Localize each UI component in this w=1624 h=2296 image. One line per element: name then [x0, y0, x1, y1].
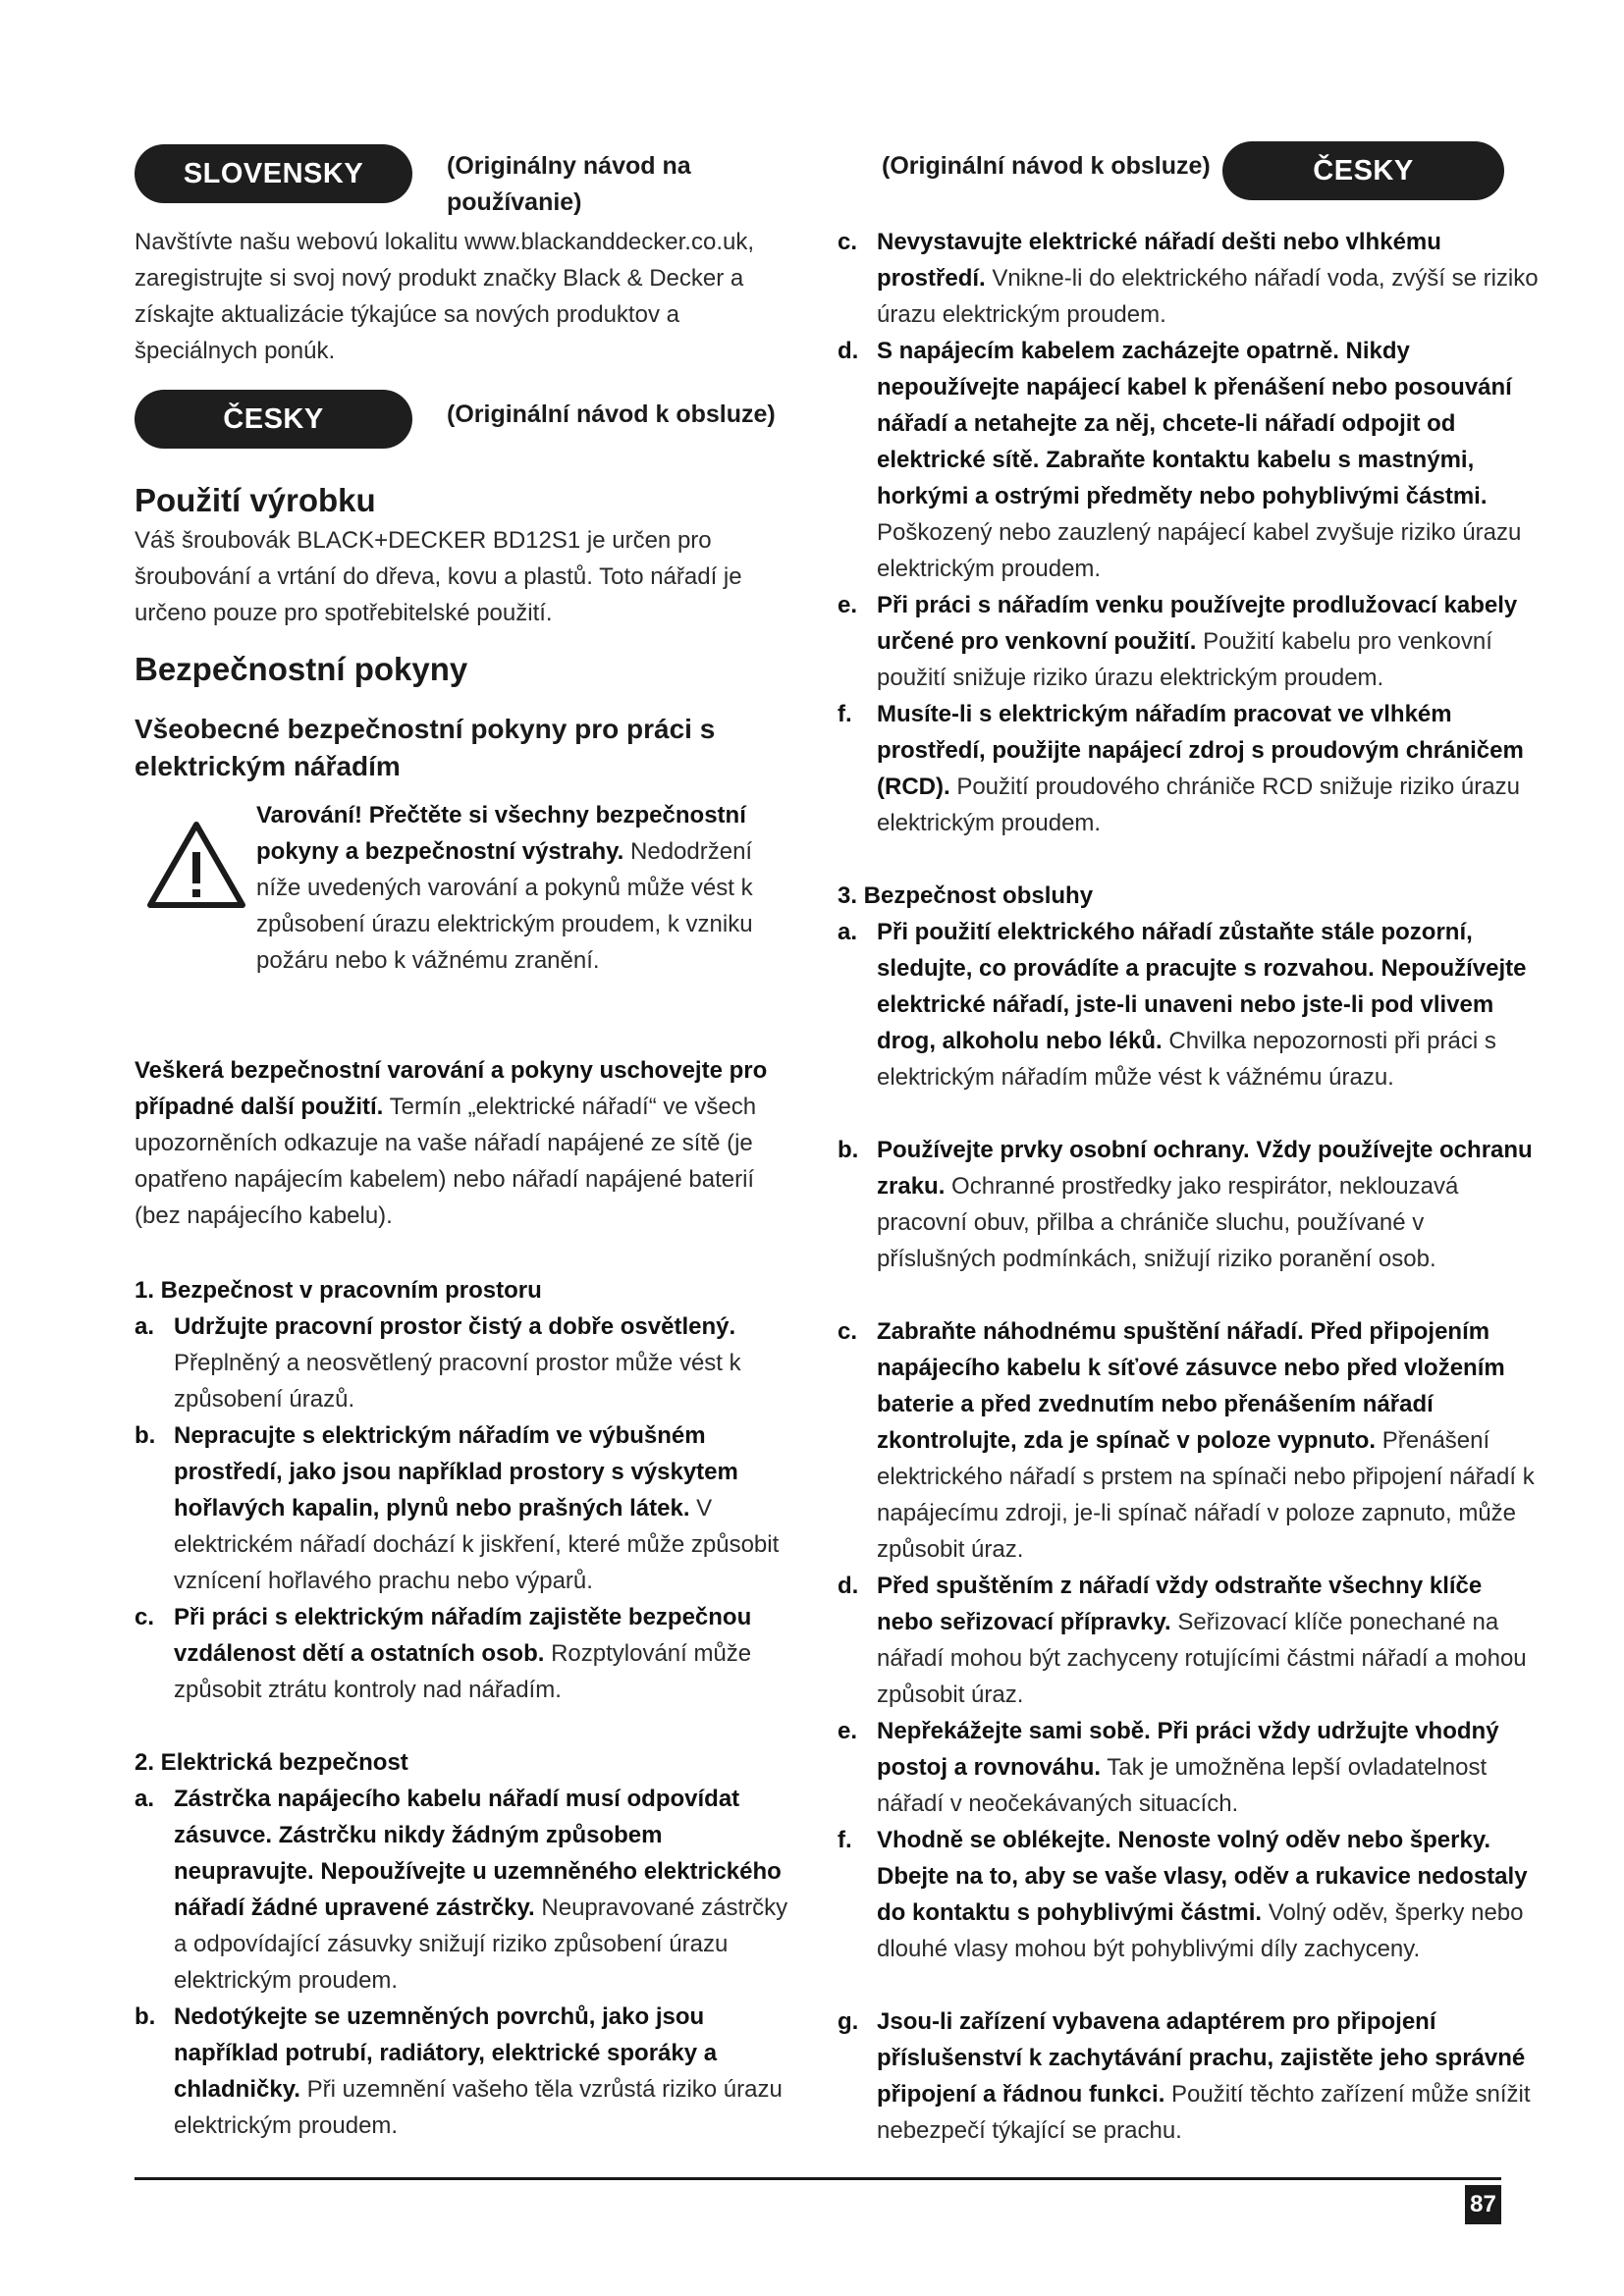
- list-item-bold: Udržujte pracovní prostor čistý a dobře osvětlený.: [174, 1313, 736, 1340]
- list-item-bold: Nedotýkejte se uzemněných povrchů, jako jsou například potrubí, radiátory, elektrické sporáky a chladničky.: [174, 2003, 718, 2103]
- list-item: [838, 333, 1541, 587]
- list-item-label: a.: [838, 919, 858, 945]
- list-item-bold: Před spuštěním z nářadí vždy odstraňte všechny klíče nebo seřizovací přípravky.: [877, 1573, 1483, 1635]
- list-item-text: Použití kabelu pro venkovní použití snižuje riziko úrazu elektrickým proudem.: [877, 628, 1492, 691]
- list-item-label: a.: [135, 1786, 155, 1812]
- slovak-original-note: (Originálny návod na používanie): [447, 152, 691, 216]
- keep-instructions-text: Termín „elektrické nářadí“ ve všech upozorněních odkazuje na vaše nářadí napájené ze sítě (je opatřeno napájecím kabelem) nebo nářadí napájené baterií (bez napájecího kabelu).: [135, 1094, 757, 1229]
- list-item-label: c.: [838, 1318, 858, 1345]
- list-item-bold: Nepřekážejte sami sobě. Při práci vždy udržujte vhodný postoj a rovnováhu.: [877, 1718, 1499, 1781]
- list-item-label: d.: [838, 338, 859, 364]
- list-item: [838, 224, 1541, 333]
- list-item-label: f.: [838, 701, 852, 727]
- usage-paragraph: Váš šroubovák BLACK+DECKER BD12S1 je určen pro šroubování a vrtání do dřeva, kovu a plastů. Toto nářadí je určeno pouze pro spotřebitelské použití.: [135, 527, 742, 626]
- list-item: [838, 696, 1541, 841]
- list-item-text: Vnikne-li do elektrického nářadí voda, zvýší se riziko úrazu elektrickým proudem.: [877, 265, 1539, 328]
- list-item-text: Poškozený nebo zauzlený napájecí kabel zvyšuje riziko úrazu elektrickým proudem.: [877, 519, 1522, 582]
- section-1-title: 1. Bezpečnost v pracovním prostoru: [135, 1277, 542, 1304]
- list-item-bold: Při práci s elektrickým nářadím zajistěte bezpečnou vzdálenost dětí a ostatních osob.: [174, 1604, 752, 1667]
- list-item-label: f.: [838, 1827, 852, 1853]
- list-item-bold: Vhodně se oblékejte. Nenoste volný oděv nebo šperky. Dbejte na to, aby se vaše vlasy, oděv a rukavice nedostaly do kontaktu s pohyblivými částmi.: [877, 1827, 1528, 1926]
- list-item: [838, 1568, 1541, 1713]
- warning-block: [256, 797, 767, 979]
- usage-heading: Použití výrobku: [135, 482, 376, 518]
- list-item: [135, 1781, 798, 1999]
- list-item: [838, 2003, 1541, 2149]
- cesky-badge: ČESKY: [135, 390, 412, 449]
- list-item-bold: Musíte-li s elektrickým nářadím pracovat ve vlhkém prostředí, použijte napájecí zdroj s proudovým chráničem (RCD).: [877, 701, 1524, 800]
- slovensky-badge: SLOVENSKY: [135, 144, 412, 203]
- list-item: [838, 1132, 1541, 1277]
- list-item: [838, 914, 1541, 1095]
- list-item-bold: Zabraňte náhodnému spuštění nářadí. Před připojením napájecího kabelu k síťové zásuvce nebo před vložením baterie a před zvednutím nebo přenášením nářadí zkontrolujte, zda je spínač v poloze vypnuto.: [877, 1318, 1505, 1454]
- general-safety-subheading: Všeobecné bezpečnostní pokyny pro práci s elektrickým nářadím: [135, 714, 716, 781]
- cesky-badge-right: ČESKY: [1222, 141, 1504, 200]
- czech-original-note-right: (Originální návod k obsluze): [882, 152, 1211, 180]
- list-item: [838, 1313, 1541, 1568]
- list-item-text: Použití těchto zařízení může snížit nebezpečí týkající se prachu.: [877, 2081, 1531, 2144]
- list-item-label: b.: [838, 1137, 859, 1163]
- list-item: [838, 1822, 1541, 1967]
- list-item: [135, 1999, 798, 2144]
- list-item-label: b.: [135, 2003, 156, 2030]
- list-item: [135, 1308, 798, 1417]
- keep-instructions-bold: Veškerá bezpečnostní varování a pokyny uschovejte pro případné další použití.: [135, 1057, 768, 1120]
- list-item-text: Použití proudového chrániče RCD snižuje riziko úrazu elektrickým proudem.: [877, 774, 1520, 836]
- safety-heading: Bezpečnostní pokyny: [135, 651, 468, 687]
- warning-triangle-icon: [146, 821, 246, 909]
- list-item: [135, 1417, 798, 1599]
- list-item-text: Volný oděv, šperky nebo dlouhé vlasy mohou být pohyblivými díly zachyceny.: [877, 1899, 1524, 1962]
- slovak-intro-paragraph: Navštívte našu webovú lokalitu www.blackanddecker.co.uk, zaregistrujte si svoj nový produkt značky Black & Decker a získajte aktualizácie týkajúce sa nových produktov a špeciálnych ponúk.: [135, 229, 754, 364]
- list-item-label: b.: [135, 1422, 156, 1449]
- list-item-text: Tak je umožněna lepší ovladatelnost nářadí v neočekávaných situacích.: [877, 1754, 1488, 1817]
- list-item-text: Při uzemnění vašeho těla vzrůstá riziko úrazu elektrickým proudem.: [174, 2076, 783, 2139]
- keep-instructions-paragraph: [135, 1052, 798, 1234]
- list-item-label: e.: [838, 1718, 858, 1744]
- list-item-bold: Při práci s nářadím venku používejte prodlužovací kabely určené pro venkovní použití.: [877, 592, 1518, 655]
- list-item: [838, 587, 1541, 696]
- list-item-label: g.: [838, 2008, 859, 2035]
- list-item-text: Rozptylování může způsobit ztrátu kontroly nad nářadím.: [174, 1640, 752, 1703]
- warning-body-text: Nedodržení níže uvedených varování a pokynů může vést k způsobení úrazu elektrickým proudem, k vzniku požáru nebo k vážnému zranění.: [256, 838, 753, 974]
- list-item-label: e.: [838, 592, 858, 618]
- list-item-bold: Nevystavujte elektrické nářadí dešti nebo vlhkému prostředí.: [877, 229, 1441, 292]
- list-item-bold: Jsou-li zařízení vybavena adaptérem pro připojení příslušenství k zachytávání prachu, zajistěte jeho správné připojení a řádnou funkci.: [877, 2008, 1526, 2108]
- list-item-label: d.: [838, 1573, 859, 1599]
- list-item-label: c.: [838, 229, 858, 255]
- section-3-title: 3. Bezpečnost obsluhy: [838, 882, 1094, 909]
- section-2-title: 2. Elektrická bezpečnost: [135, 1749, 408, 1776]
- list-item-text: Přenášení elektrického nářadí s prstem na spínači nebo připojení nářadí k napájecímu zdroji, je-li spínač nářadí v poloze zapnuto, může způsobit úraz.: [877, 1427, 1535, 1563]
- list-item: [838, 1713, 1541, 1822]
- list-item-bold: Používejte prvky osobní ochrany. Vždy používejte ochranu zraku.: [877, 1137, 1533, 1200]
- list-item-bold: Při použití elektrického nářadí zůstaňte stále pozorní, sledujte, co provádíte a pracujte s rozvahou. Nepoužívejte elektrické nářadí, jste-li unaveni nebo jste-li pod vlivem drog, alkoholu nebo léků.: [877, 919, 1527, 1054]
- list-item-text: Seřizovací klíče ponechané na nářadí mohou být zachyceny rotujícími částmi nářadí a mohou způsobit úraz.: [877, 1609, 1527, 1708]
- list-item-label: a.: [135, 1313, 155, 1340]
- footer-divider: [135, 2177, 1501, 2180]
- list-item-text: Neupravované zástrčky a odpovídající zásuvky snižují riziko způsobení úrazu elektrickým proudem.: [174, 1895, 788, 1994]
- list-item-bold: Zástrčka napájecího kabelu nářadí musí odpovídat zásuvce. Zástrčku nikdy žádným způsobem neupravujte. Nepoužívejte u uzemněného elektrického nářadí žádné upravené zástrčky.: [174, 1786, 782, 1921]
- list-item: [135, 1599, 798, 1708]
- list-item-text: Přeplněný a neosvětlený pracovní prostor může vést k způsobení úrazů.: [174, 1350, 741, 1413]
- list-item-text: V elektrickém nářadí dochází k jiskření, které může způsobit vznícení hořlavého prachu nebo výparů.: [174, 1495, 780, 1594]
- list-item-bold: S napájecím kabelem zacházejte opatrně. Nikdy nepoužívejte napájecí kabel k přenášení nebo posouvání nářadí a netahejte za něj, chcete-li nářadí odpojit od elektrické sítě. Zabraňte kontaktu kabelu s mastnými, horkými a ostrými předměty nebo pohyblivými částmi.: [877, 338, 1512, 509]
- warning-bold-text: Varování! Přečtěte si všechny bezpečnostní pokyny a bezpečnostní výstrahy.: [256, 802, 746, 865]
- list-item-label: c.: [135, 1604, 155, 1630]
- list-item-text: Ochranné prostředky jako respirátor, neklouzavá pracovní obuv, přilba a chrániče sluchu, používané v příslušných podmínkách, snižují riziko poranění osob.: [877, 1173, 1459, 1272]
- czech-original-note: (Originální návod k obsluze): [447, 400, 776, 428]
- list-item-text: Chvilka nepozornosti při práci s elektrickým nářadím může vést k vážnému úrazu.: [877, 1028, 1496, 1091]
- list-item-bold: Nepracujte s elektrickým nářadím ve výbušném prostředí, jako jsou například prostory s výskytem hořlavých kapalin, plynů nebo prašných látek.: [174, 1422, 738, 1522]
- page-number: 87: [1465, 2185, 1501, 2224]
